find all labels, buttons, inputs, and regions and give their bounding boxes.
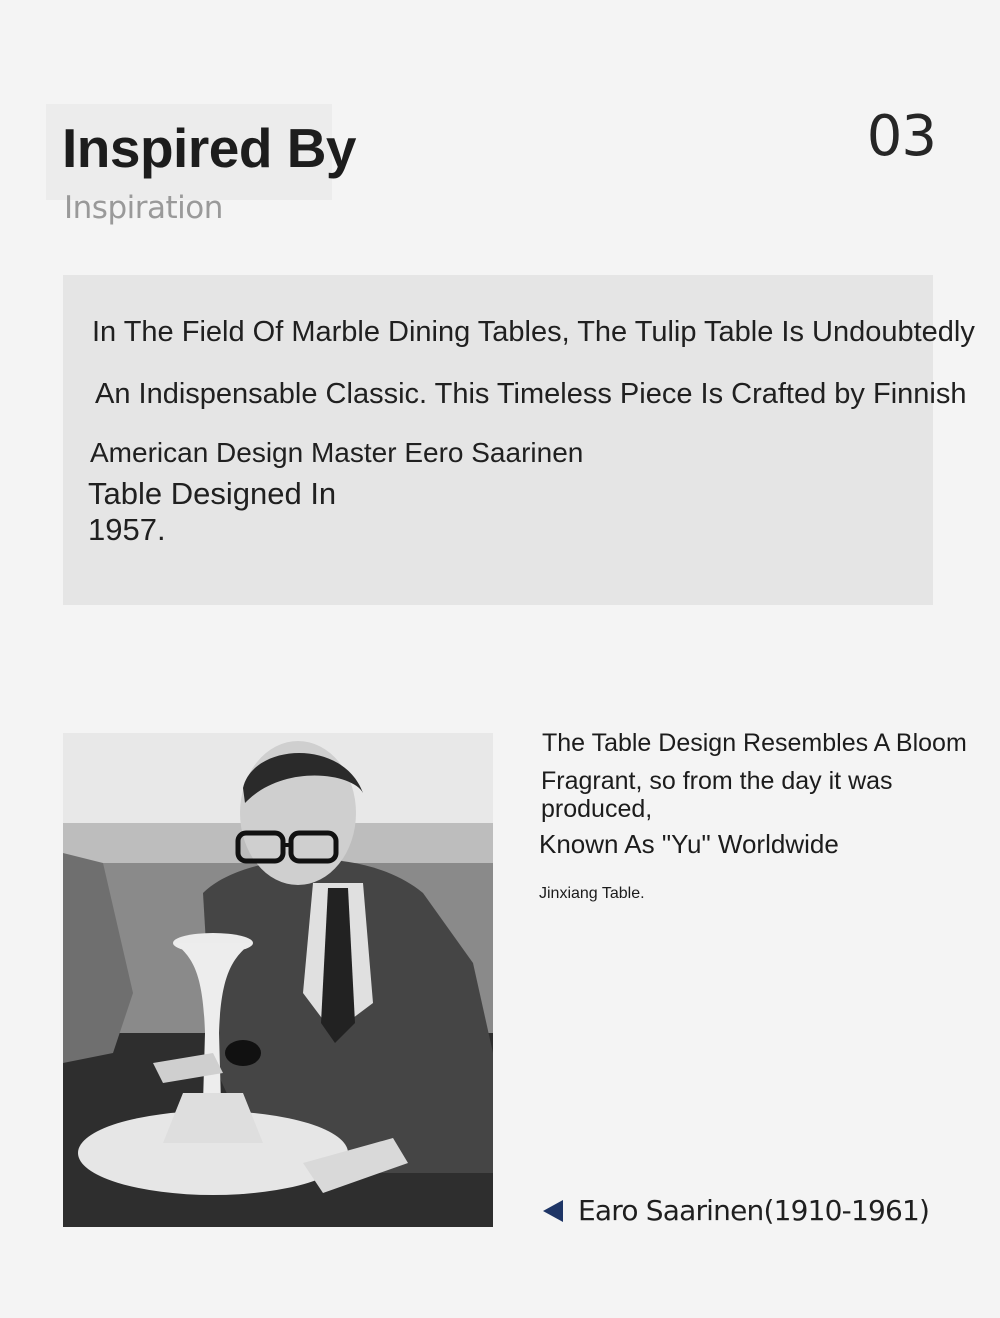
intro-line: Table Designed In <box>88 476 337 511</box>
intro-line: An Indispensable Classic. This Timeless Piece Is Crafted by Finnish <box>95 378 967 410</box>
page-number: 03 <box>866 104 936 169</box>
page-title: Inspired By <box>62 117 357 179</box>
caption-text: Earo Saarinen(1910-1961) <box>578 1194 930 1227</box>
description-line-group <box>541 767 893 823</box>
page-subtitle: Inspiration <box>64 190 223 226</box>
description-line: The Table Design Resembles A Bloom <box>542 729 967 757</box>
intro-line: In The Field Of Marble Dining Tables, The Tulip Table Is Undoubtedly <box>92 316 975 348</box>
description-line-small: Jinxiang Table. <box>539 885 645 902</box>
description-line: Fragrant, so from the day it was <box>541 767 893 795</box>
designer-photo-illustration <box>63 733 493 1227</box>
intro-line: American Design Master Eero Saarinen <box>90 437 584 468</box>
description-line: Known As "Yu" Worldwide <box>539 829 839 859</box>
left-triangle-icon <box>543 1200 563 1222</box>
intro-line: 1957. <box>88 512 166 547</box>
photo-caption <box>543 1194 929 1227</box>
designer-photo <box>63 733 493 1227</box>
description-line: produced, <box>541 795 653 823</box>
intro-line-large <box>88 476 336 548</box>
